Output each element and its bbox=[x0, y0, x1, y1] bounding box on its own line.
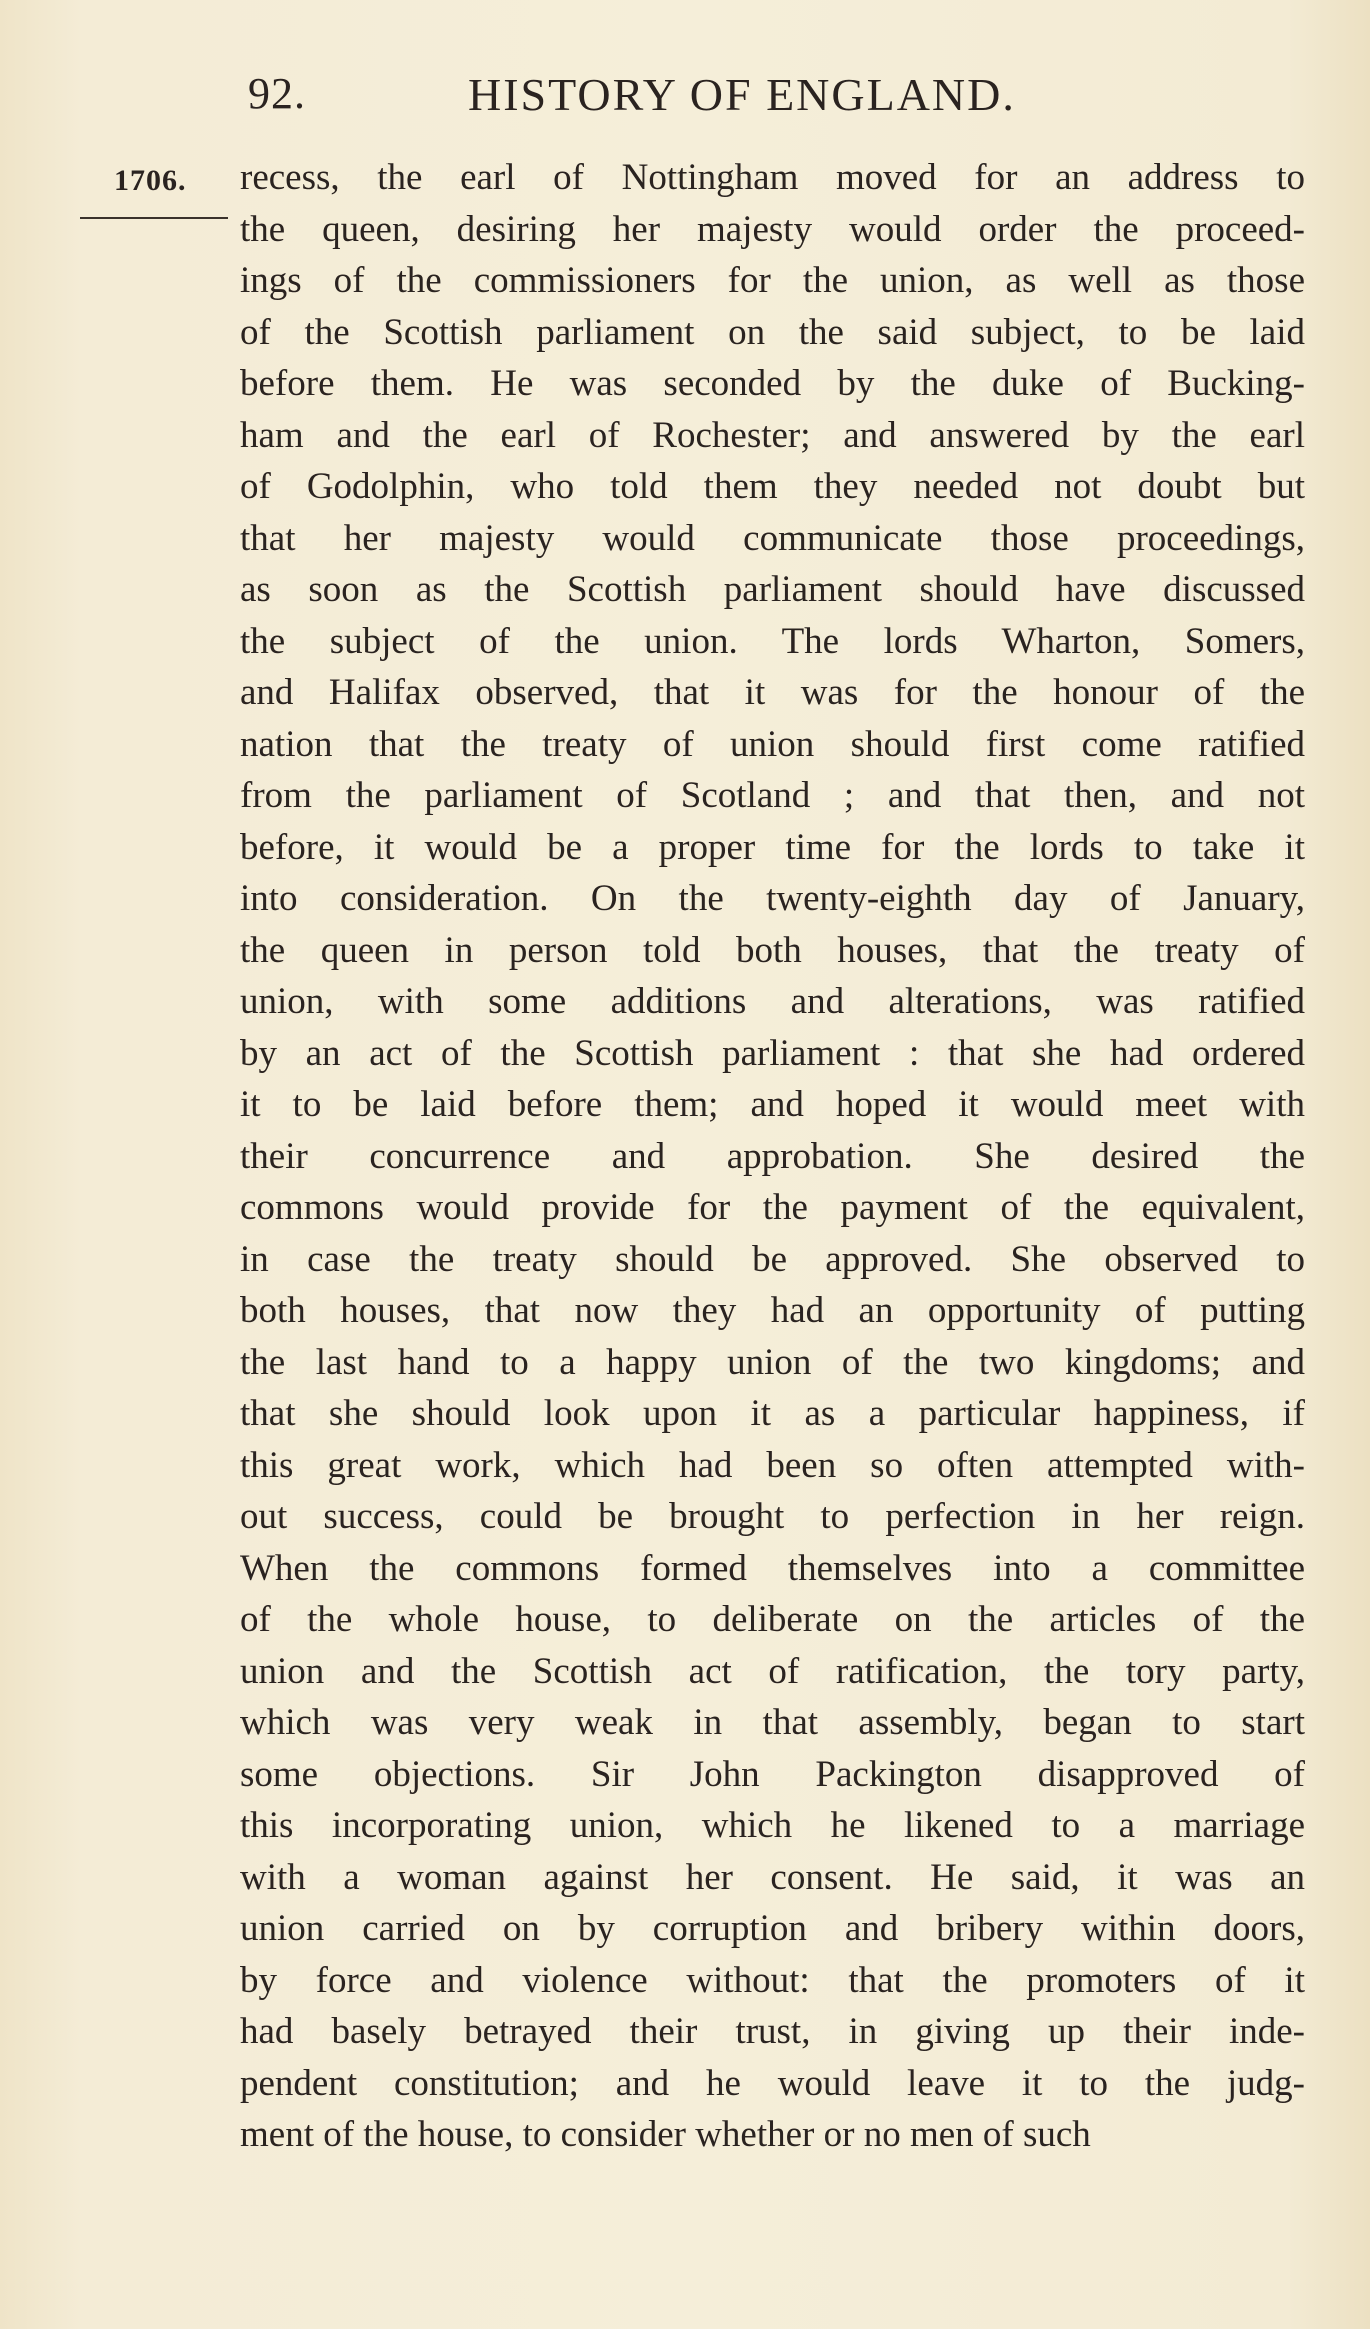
text-line: with a woman against her consent. He said, it was an bbox=[240, 1856, 1305, 1898]
margin-year-note: 1706. bbox=[114, 164, 187, 197]
text-line: ment of the house, to consider whether or no men of such bbox=[240, 2114, 1091, 2155]
text-line: nation that the treaty of union should first come ratified bbox=[240, 723, 1305, 765]
text-line: ham and the earl of Rochester; and answered by the earl bbox=[240, 414, 1305, 456]
text-line: before, it would be a proper time for the lords to take it bbox=[240, 826, 1305, 868]
text-line: and Halifax observed, that it was for the honour of the bbox=[240, 672, 1305, 713]
text-line: from the parliament of Scotland ; and that then, and not bbox=[240, 775, 1305, 816]
text-line: the subject of the union. The lords Wharton, Somers, bbox=[240, 620, 1305, 662]
margin-rule-divider bbox=[80, 217, 228, 219]
text-line: by an act of the Scottish parliament : that she had ordered bbox=[240, 1032, 1305, 1074]
text-line: both houses, that now they had an opportunity of putting bbox=[240, 1290, 1305, 1331]
text-line: before them. He was seconded by the duke of Bucking- bbox=[240, 363, 1305, 404]
text-line: pendent constitution; and he would leave it to the judg- bbox=[240, 2062, 1305, 2104]
text-line: the queen in person told both houses, that the treaty of bbox=[240, 929, 1305, 971]
body-text bbox=[240, 152, 1305, 2161]
text-line: recess, the earl of Nottingham moved for an address to bbox=[240, 157, 1305, 198]
text-line: their concurrence and approbation. She desired the bbox=[240, 1135, 1305, 1177]
text-line: of the Scottish parliament on the said subject, to be laid bbox=[240, 311, 1305, 353]
text-line: this incorporating union, which he likened to a marriage bbox=[240, 1805, 1305, 1846]
text-line: of Godolphin, who told them they needed not doubt but bbox=[240, 466, 1305, 507]
text-line: union carried on by corruption and bribery within doors, bbox=[240, 1908, 1305, 1949]
text-line: that her majesty would communicate those proceedings, bbox=[240, 517, 1305, 559]
text-line: the last hand to a happy union of the two kingdoms; and bbox=[240, 1341, 1305, 1383]
text-line: out success, could be brought to perfection in her reign. bbox=[240, 1496, 1305, 1537]
text-line: had basely betrayed their trust, in giving up their inde- bbox=[240, 2011, 1305, 2052]
text-line: that she should look upon it as a particular happiness, if bbox=[240, 1393, 1305, 1434]
text-line: in case the treaty should be approved. She observed to bbox=[240, 1238, 1305, 1280]
page-number: 92. bbox=[248, 69, 306, 118]
text-line: some objections. Sir John Packington disapproved of bbox=[240, 1753, 1305, 1795]
text-line: union, with some additions and alterations, was ratified bbox=[240, 981, 1305, 1022]
text-line: into consideration. On the twenty-eighth day of January, bbox=[240, 878, 1305, 919]
text-line: of the whole house, to deliberate on the articles of the bbox=[240, 1599, 1305, 1640]
text-line: which was very weak in that assembly, began to start bbox=[240, 1702, 1305, 1743]
running-head: HISTORY OF ENGLAND. bbox=[468, 69, 1016, 120]
page-header bbox=[240, 68, 1270, 128]
text-line: this great work, which had been so often attempted with- bbox=[240, 1444, 1305, 1486]
text-line: by force and violence without: that the promoters of it bbox=[240, 1959, 1305, 2001]
text-line: commons would provide for the payment of the equivalent, bbox=[240, 1187, 1305, 1228]
text-line: the queen, desiring her majesty would order the proceed- bbox=[240, 208, 1305, 250]
text-line: union and the Scottish act of ratification, the tory party, bbox=[240, 1650, 1305, 1692]
text-line: it to be laid before them; and hoped it would meet with bbox=[240, 1084, 1305, 1125]
text-line: When the commons formed themselves into a committee bbox=[240, 1547, 1305, 1589]
text-line: as soon as the Scottish parliament should have discussed bbox=[240, 569, 1305, 610]
text-line: ings of the commissioners for the union, as well as those bbox=[240, 260, 1305, 301]
